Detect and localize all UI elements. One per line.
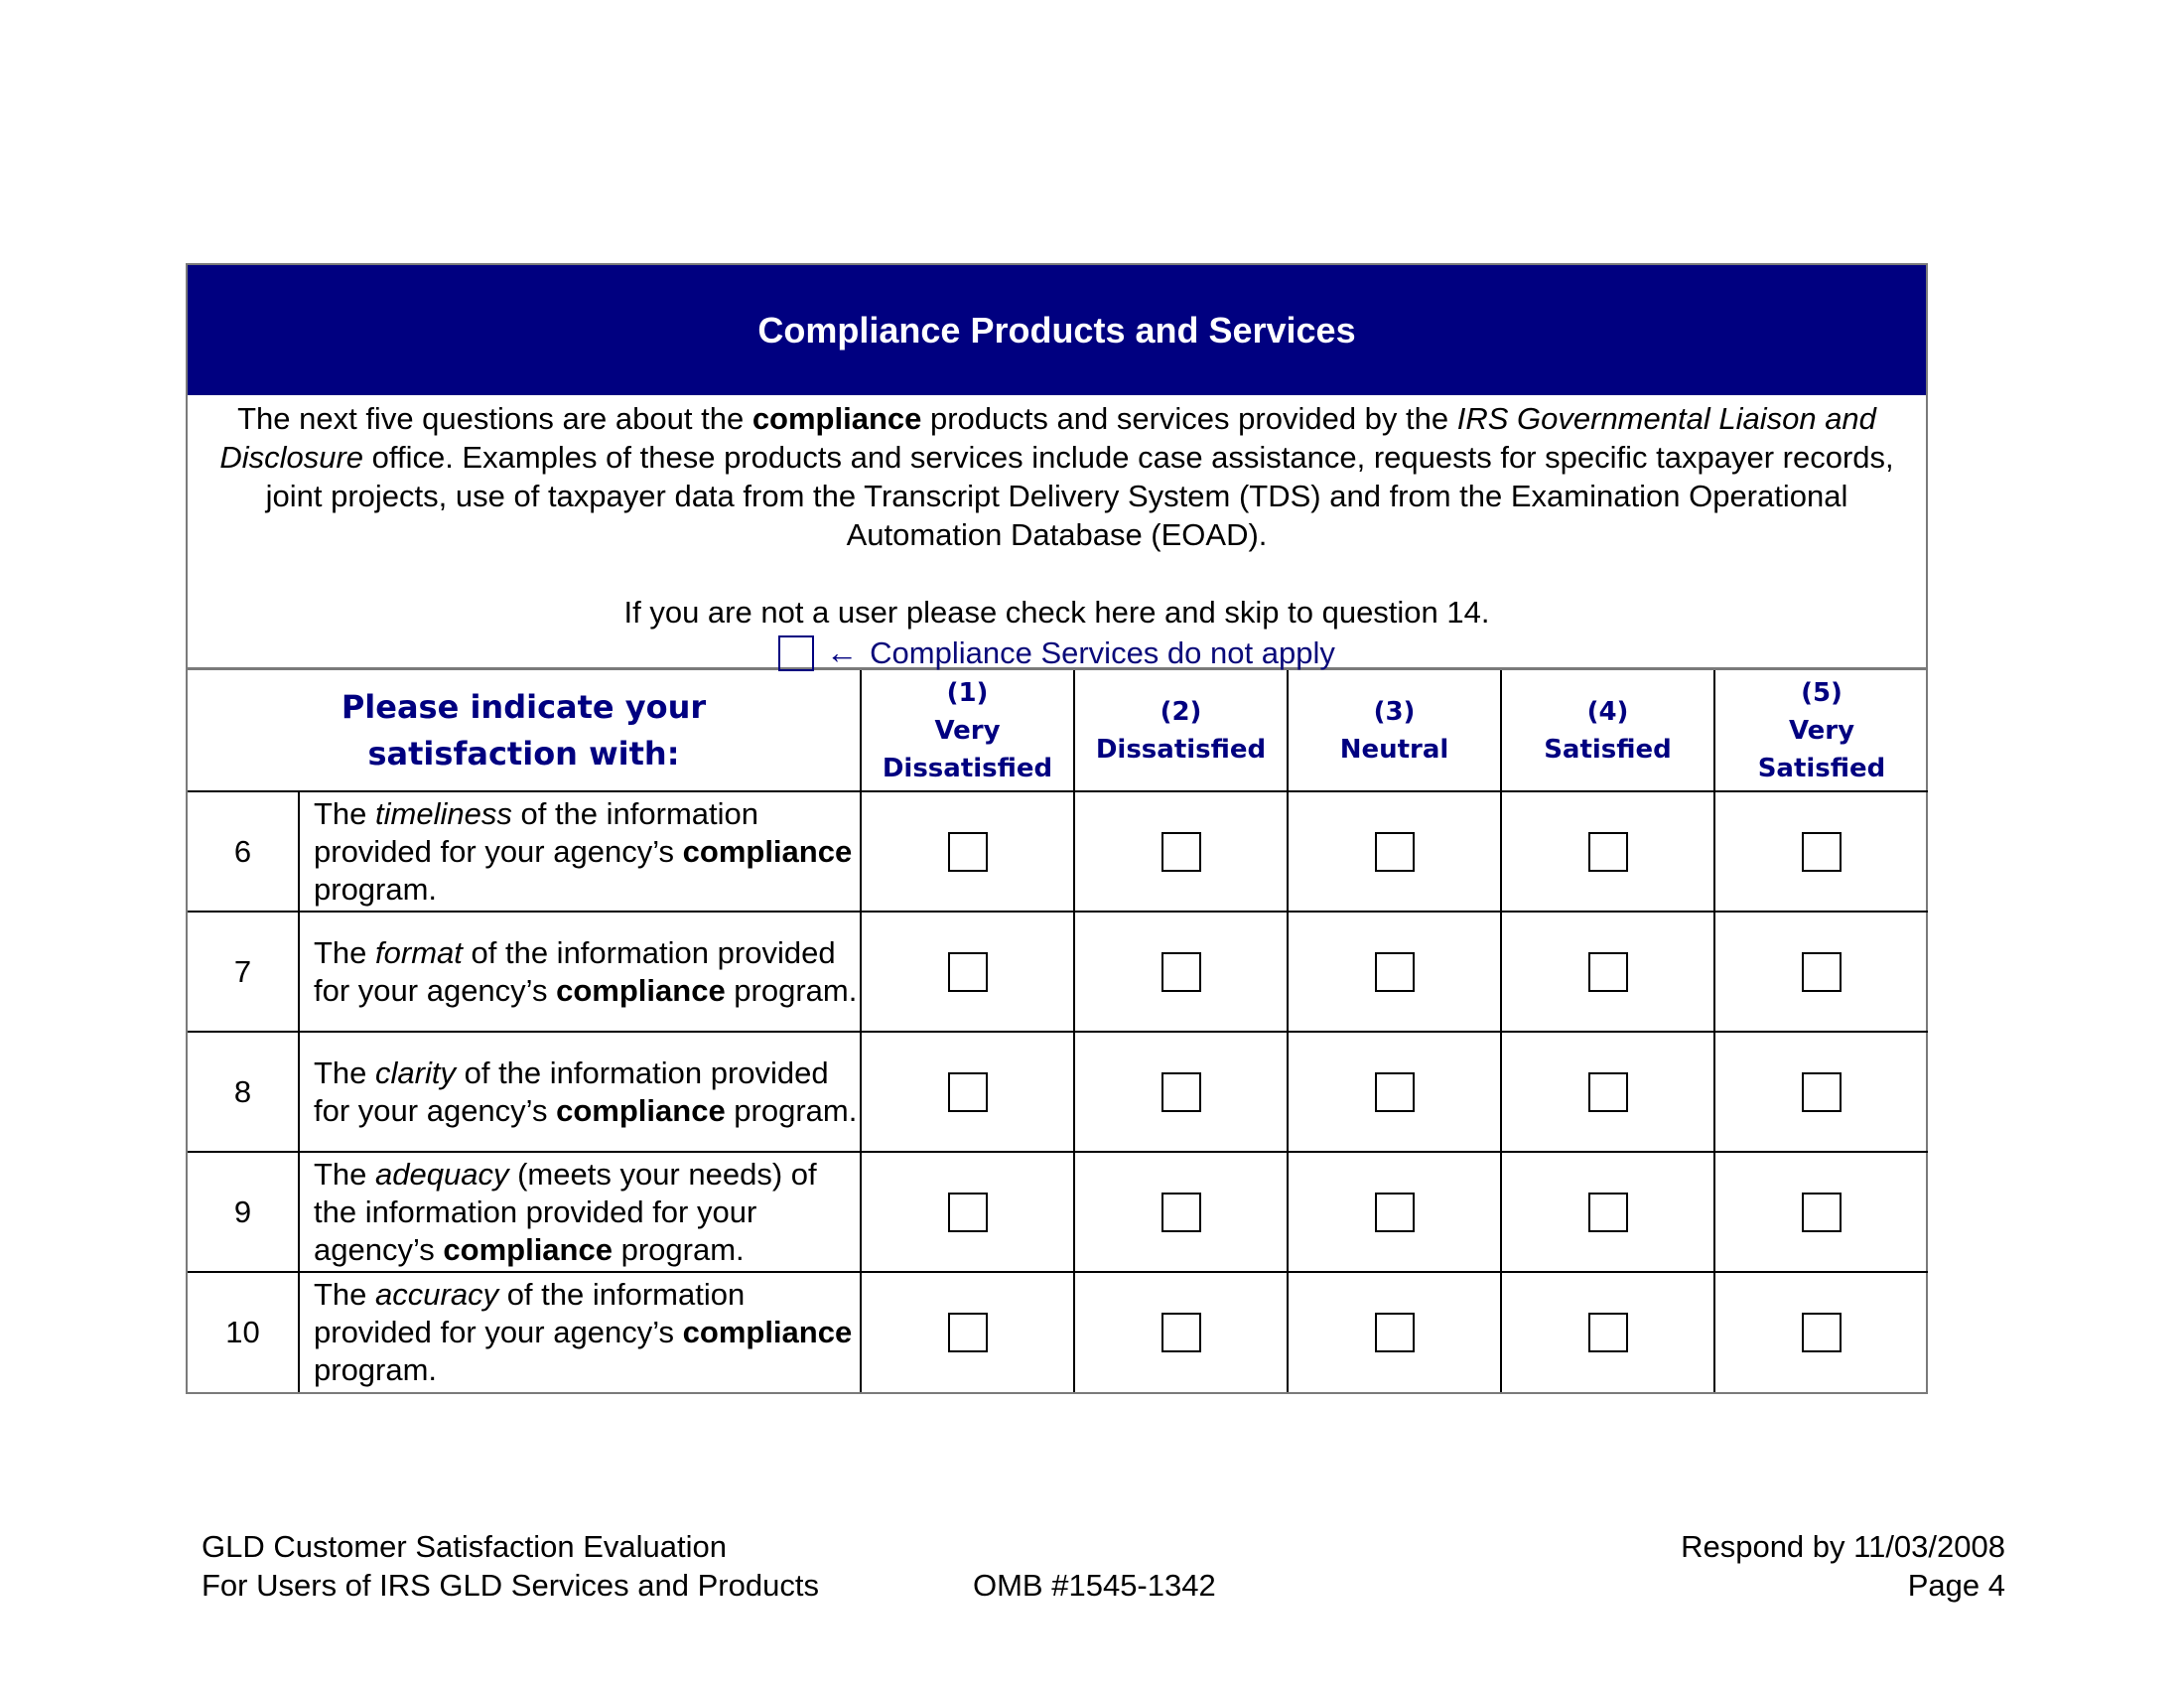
- skip-instruction: If you are not a user please check here and skip to question 14.: [623, 595, 1490, 630]
- question-number: 7: [188, 912, 299, 1032]
- rating-checkbox-5[interactable]: [1802, 1072, 1842, 1112]
- rating-checkbox-5[interactable]: [1802, 1313, 1842, 1352]
- rating-checkbox-4[interactable]: [1588, 832, 1628, 872]
- table-row: [188, 1152, 1928, 1272]
- rating-checkbox-3[interactable]: [1375, 832, 1415, 872]
- arrow-left-icon: ←: [826, 634, 859, 670]
- question-number: 10: [188, 1272, 299, 1392]
- rating-checkbox-1[interactable]: [948, 832, 988, 872]
- rating-checkbox-1[interactable]: [948, 1072, 988, 1112]
- prompt-header: Please indicate your satisfaction with:: [188, 670, 861, 791]
- rating-checkbox-4[interactable]: [1588, 1072, 1628, 1112]
- table-row: [188, 791, 1928, 912]
- intro-paragraph: The next five questions are about the compliance products and services provided by the IRS Governmental Liaison and Disclosure office. Examples of these products and services include case assistance, requests for specific taxpayer records, joint projects, use of taxpayer data from the Transcript Delivery System (TDS) and from the Examination Operational Automation Database (EOAD).: [219, 401, 1894, 552]
- rating-checkbox-3[interactable]: [1375, 952, 1415, 992]
- rating-checkbox-3[interactable]: [1375, 1193, 1415, 1232]
- table-row: [188, 1032, 1928, 1152]
- rating-checkbox-5[interactable]: [1802, 952, 1842, 992]
- footer-respond-info: Respond by 11/03/2008 Page 4: [1681, 1529, 2005, 1603]
- rating-checkbox-2[interactable]: [1161, 1193, 1201, 1232]
- rating-checkbox-1[interactable]: [948, 952, 988, 992]
- rating-checkbox-4[interactable]: [1588, 1313, 1628, 1352]
- question-text: The adequacy (meets your needs) of the information provided for your agency’s compliance program.: [299, 1152, 861, 1272]
- section-intro: [188, 395, 1926, 670]
- question-number: 9: [188, 1152, 299, 1272]
- table-row: [188, 912, 1928, 1032]
- rating-checkbox-1[interactable]: [948, 1193, 988, 1232]
- question-number: 6: [188, 791, 299, 912]
- rating-checkbox-5[interactable]: [1802, 1193, 1842, 1232]
- satisfaction-table: [188, 670, 1928, 1392]
- question-text: The timeliness of the information provided for your agency’s compliance program.: [299, 791, 861, 912]
- rating-checkbox-2[interactable]: [1161, 832, 1201, 872]
- rating-checkbox-2[interactable]: [1161, 1313, 1201, 1352]
- table-row: [188, 1272, 1928, 1392]
- rating-checkbox-4[interactable]: [1588, 952, 1628, 992]
- rating-checkbox-1[interactable]: [948, 1313, 988, 1352]
- page-number: Page 4: [1907, 1568, 2005, 1603]
- footer-form-title: GLD Customer Satisfaction Evaluation For Users of IRS GLD Services and Products: [202, 1529, 819, 1603]
- question-number: 8: [188, 1032, 299, 1152]
- question-text: The clarity of the information provided for your agency’s compliance program.: [299, 1032, 861, 1152]
- footer-omb-number: OMB #1545-1342: [973, 1568, 1216, 1603]
- survey-section: [186, 263, 1928, 1394]
- not-applicable-checkbox[interactable]: [778, 635, 814, 671]
- rating-checkbox-5[interactable]: [1802, 832, 1842, 872]
- rating-checkbox-3[interactable]: [1375, 1313, 1415, 1352]
- column-header-dissatisfied: (2) Dissatisfied: [1074, 670, 1288, 791]
- section-title: Compliance Products and Services: [188, 265, 1926, 395]
- column-header-satisfied: (4) Satisfied: [1501, 670, 1714, 791]
- column-header-neutral: (3) Neutral: [1288, 670, 1501, 791]
- rating-checkbox-2[interactable]: [1161, 1072, 1201, 1112]
- rating-checkbox-3[interactable]: [1375, 1072, 1415, 1112]
- not-applicable-option: [211, 633, 1902, 672]
- rating-checkbox-2[interactable]: [1161, 952, 1201, 992]
- question-text: The accuracy of the information provided for your agency’s compliance program.: [299, 1272, 861, 1392]
- rating-checkbox-4[interactable]: [1588, 1193, 1628, 1232]
- question-text: The format of the information provided for your agency’s compliance program.: [299, 912, 861, 1032]
- table-header: [188, 670, 1928, 791]
- not-applicable-label: Compliance Services do not apply: [870, 635, 1335, 670]
- column-header-very-satisfied: (5) Very Satisfied: [1714, 670, 1928, 791]
- column-header-very-dissatisfied: (1) Very Dissatisfied: [861, 670, 1074, 791]
